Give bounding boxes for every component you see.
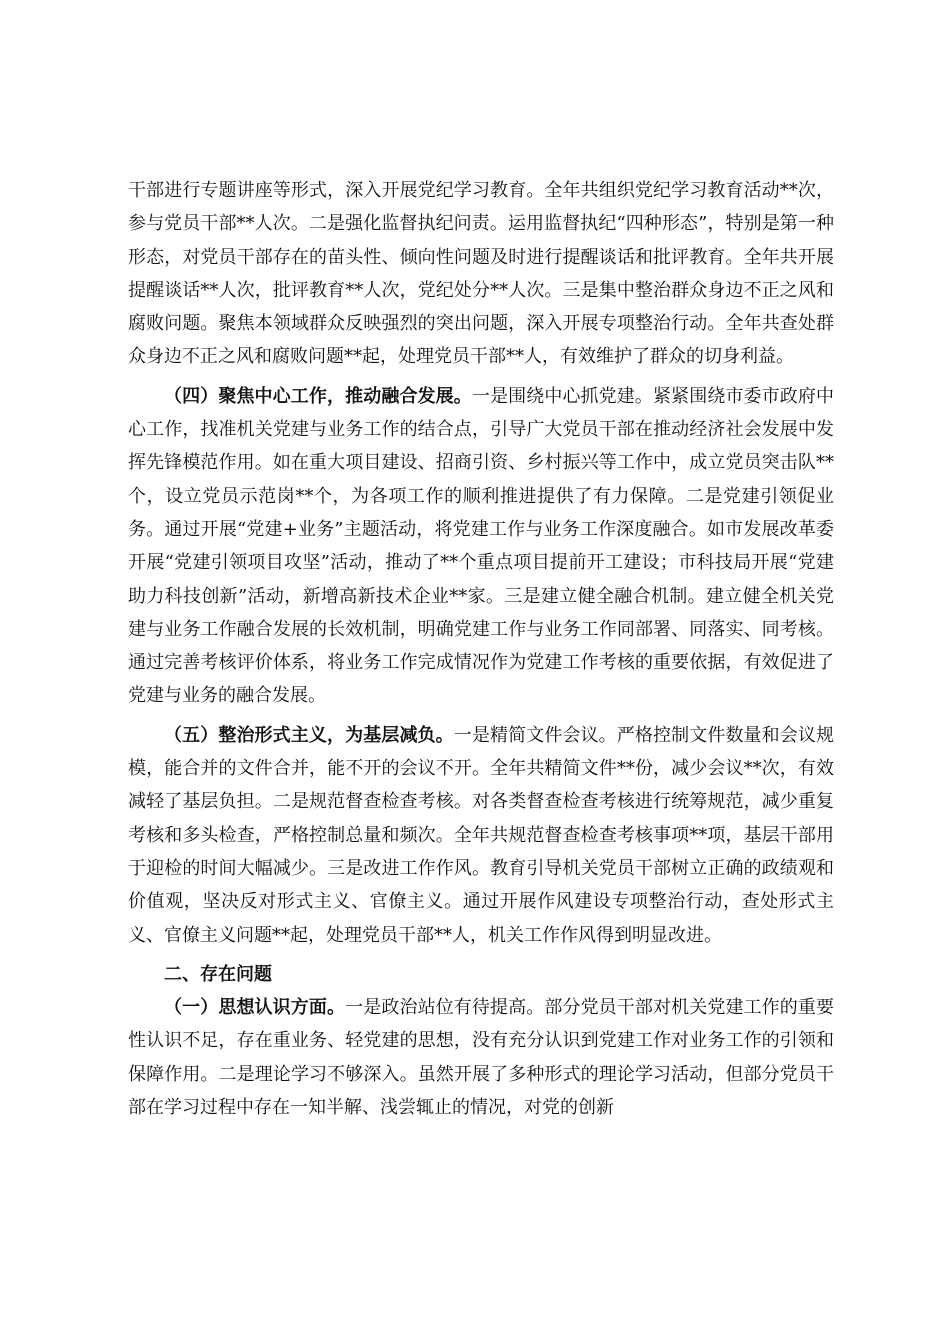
paragraph-section-4	[128, 380, 834, 713]
paragraph-body: 一是精简文件会议。严格控制文件数量和会议规模，能合并的文件合并，能不开的会议不开。全年共精简文件**份，减少会议**次，有效减轻了基层负担。二是规范督查检查考核。对各类督查检查考核进行统筹规范，减少重复考核和多头检查，严格控制总量和频次。全年共规范督查检查考核事项**项，基层干部用于迎检的时间大幅减少。三是改进工作作风。教育引导机关党员干部树立正确的政绩观和价值观，坚决反对形式主义、官僚主义。通过开展作风建设专项整治行动，查处形式主义、官僚主义问题**起，处理党员干部**人，机关工作作风得到明显改进。	[128, 724, 835, 946]
section-heading-4: （四）聚焦中心工作，推动融合发展。	[164, 385, 472, 407]
paragraph-body: 一是围绕中心抓党建。紧紧围绕市委市政府中心工作，找准机关党建与业务工作的结合点，引导广大党员干部在推动经济社会发展中发挥先锋模范作用。如在重大项目建设、招商引资、乡村振兴等工作中，成立党员突击队**个，设立党员示范岗**个，为各项工作的顺利推进提供了有力保障。二是党建引领促业务。通过开展“党建+业务”主题活动，将党建工作与业务工作深度融合。如市发展改革委开展“党建引领项目攻坚”活动，推动了**个重点项目提前开工建设；市科技局开展“党建助力科技创新”活动，新增高新技术企业**家。三是建立健全融合机制。建立健全机关党建与业务工作融合发展的长效机制，明确党建工作与业务工作同部署、同落实、同考核。通过完善考核评价体系，将业务工作完成情况作为党建工作考核的重要依据，有效促进了党建与业务的融合发展。	[128, 385, 834, 707]
chapter-heading-text: 二、存在问题	[164, 963, 272, 985]
chapter-heading-problems	[128, 958, 834, 991]
section-heading-5: （五）整治形式主义，为基层减负。	[164, 724, 454, 746]
paragraph-problem-1	[128, 991, 834, 1124]
paragraph-continuation	[128, 174, 834, 374]
document-body	[128, 174, 834, 1124]
paragraph-body: 一是政治站位有待提高。部分党员干部对机关党建工作的重要性认识不足，存在重业务、轻党建的思想，没有充分认识到党建工作对业务工作的引领和保障作用。二是理论学习不够深入。虽然开展了多种形式的理论学习活动，但部分党员干部在学习过程中存在一知半解、浅尝辄止的情况，对党的创新	[128, 997, 835, 1119]
paragraph-section-5	[128, 719, 834, 952]
subsection-heading-1: （一）思想认识方面。	[164, 997, 346, 1019]
paragraph-body: 干部进行专题讲座等形式，深入开展党纪学习教育。全年共组织党纪学习教育活动**次，参与党员干部**人次。二是强化监督执纪问责。运用监督执纪“四种形态”，特别是第一种形态，对党员干部存在的苗头性、倾向性问题及时进行提醒谈话和批评教育。全年共开展提醒谈话**人次，批评教育**人次，党纪处分**人次。三是集中整治群众身边不正之风和腐败问题。聚焦本领域群众反映强烈的突出问题，深入开展专项整治行动。全年共查处群众身边不正之风和腐败问题**起，处理党员干部**人，有效维护了群众的切身利益。	[128, 180, 834, 368]
